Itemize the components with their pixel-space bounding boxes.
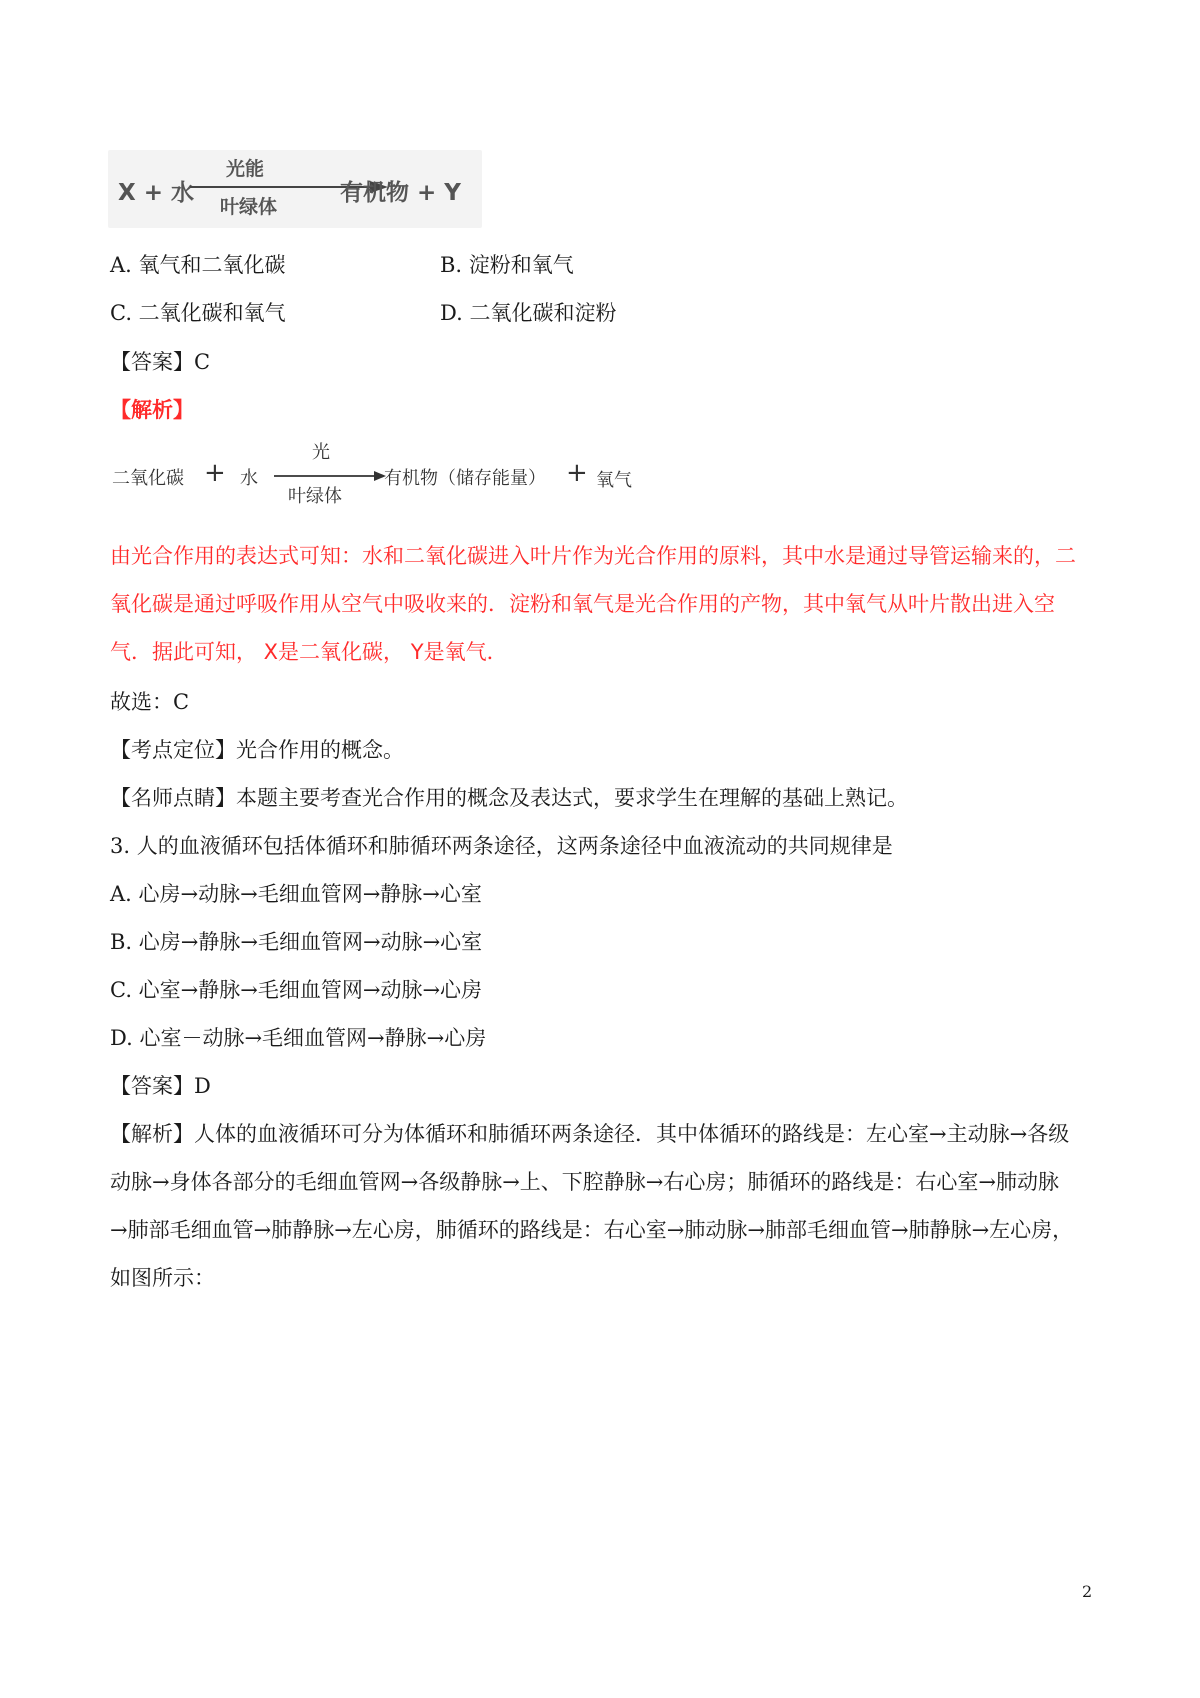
q2-choice: 故选：C [110, 690, 190, 714]
eq2-condition-chloroplast: 叶绿体 [288, 486, 342, 507]
option-a: A. 氧气和二氧化碳 [110, 253, 286, 277]
equation-condition-bottom: 叶绿体 [220, 196, 278, 218]
q3-stem: 3. 人的血液循环包括体循环和肺循环两条途径，这两条途径中血液流动的共同规律是 [110, 834, 893, 858]
photosynthesis-word-equation [112, 438, 642, 508]
option-b: B. 淀粉和氧气 [440, 253, 574, 277]
q3-option-b: B. 心房→静脉→毛细血管网→动脉→心室 [110, 930, 483, 954]
q2-analysis-heading: 【解析】 [110, 398, 194, 422]
equation-condition-top: 光能 [226, 158, 265, 180]
q2-answer: 【答案】C [110, 350, 211, 374]
q3-analysis-line-2: 动脉→身体各部分的毛细血管网→各级静脉→上、下腔静脉→右心房；肺循环的路线是：右心室→肺动脉 [110, 1170, 1059, 1194]
photosynthesis-equation-image [108, 150, 482, 228]
analysis-line-2: 氧化碳是通过呼吸作用从空气中吸收来的．淀粉和氧气是光合作用的产物，其中氧气从叶片散出进入空 [110, 592, 1055, 616]
eq2-product-oxygen: 氧气 [596, 470, 632, 491]
analysis-line-3: 气．据此可知， X是二氧化碳， Y是氧气． [110, 640, 508, 664]
option-c: C. 二氧化碳和氧气 [110, 301, 286, 325]
q3-analysis-line-1: 【解析】人体的血液循环可分为体循环和肺循环两条途径．其中体循环的路线是：左心室→主动脉→各级 [110, 1122, 1070, 1146]
eq2-reactant-co2: 二氧化碳 [112, 468, 184, 489]
q3-option-c: C. 心室→静脉→毛细血管网→动脉→心房 [110, 978, 483, 1002]
q3-analysis-line-3: →肺部毛细血管→肺静脉→左心房，肺循环的路线是：右心室→肺动脉→肺部毛细血管→肺静脉→左心房， [110, 1218, 1074, 1242]
q2-tip: 【名师点睛】本题主要考查光合作用的概念及表达式，要求学生在理解的基础上熟记。 [110, 786, 908, 810]
eq2-condition-light: 光 [312, 442, 330, 463]
option-d: D. 二氧化碳和淀粉 [440, 301, 617, 325]
eq2-product-organic: 有机物（储存能量） [384, 468, 546, 489]
q2-topic: 【考点定位】光合作用的概念。 [110, 738, 404, 762]
q3-answer: 【答案】D [110, 1074, 211, 1098]
q3-option-a: A. 心房→动脉→毛细血管网→静脉→心室 [110, 882, 482, 906]
q3-option-d: D. 心室－动脉→毛细血管网→静脉→心房 [110, 1026, 487, 1050]
eq2-arrow-icon [274, 470, 386, 482]
eq2-reactant-water: 水 [240, 468, 258, 489]
analysis-line-1: 由光合作用的表达式可知：水和二氧化碳进入叶片作为光合作用的原料，其中水是通过导管运输来的，二 [110, 544, 1076, 568]
q3-analysis-line-4: 如图所示： [110, 1266, 215, 1290]
equation-left-side: X + 水 [118, 180, 195, 206]
eq2-plus-1: + [204, 458, 226, 488]
eq2-plus-2: + [566, 458, 588, 488]
page-number: 2 [1082, 1582, 1093, 1601]
equation-right-side: 有机物 + Y [340, 180, 461, 206]
